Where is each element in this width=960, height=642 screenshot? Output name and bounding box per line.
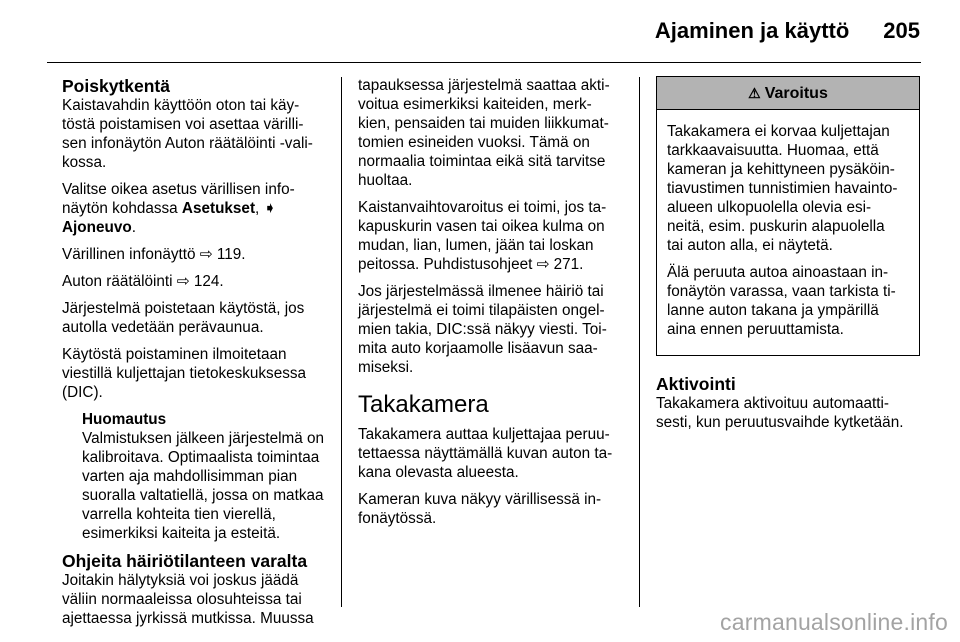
note-box <box>82 410 334 543</box>
column-1 <box>62 76 334 636</box>
menu-label-asetukset: Asetukset <box>181 200 256 217</box>
cross-reference: Auton räätälöinti ⇨ 124. <box>62 273 224 290</box>
page-title: Ajaminen ja käyttö <box>654 18 850 43</box>
cross-reference: Värillinen infonäyttö ⇨ 119. <box>62 246 246 263</box>
warning-box <box>656 76 920 356</box>
section-heading-poiskytkenta: Poiskytkentä <box>62 76 170 96</box>
section-heading-ohjeita: Ohjeita häiriötilanteen varalta <box>62 551 308 571</box>
paragraph: tapauksessa järjestelmä saattaa akti- voitua esimerkiksi kaiteiden, merk- kien, pensaiden tai muiden liikkumat- tomien esineiden vuoksi. Tämä on normaalia toimintaa eikä sitä tarvitse huoltaa. <box>358 77 610 189</box>
paragraph: Kaistavahdin käyttöön oton tai käy- töstä poistamisen voi asettaa värilli- sen infonäytön Auton räätälöinti -vali- kossa. <box>62 97 313 171</box>
paragraph: Järjestelmä poistetaan käytöstä, jos autolla vedetään perävaunua. <box>62 300 305 336</box>
section-heading-takakamera: Takakamera <box>358 391 489 418</box>
paragraph: Takakamera auttaa kuljettajaa peruu- tettaessa näyttämällä kuvan auton ta- kana olevasta alueesta. <box>358 426 613 481</box>
paragraph: Joitakin hälytyksiä voi joskus jäädä väliin normaaleissa olosuhteissa tai ajettaessa jyrkissä mutkissa. Muussa <box>62 572 314 627</box>
column-2 <box>358 76 636 536</box>
paragraph: Kameran kuva näkyy värillisessä in- fonäytössä. <box>358 491 602 527</box>
column-divider-2 <box>639 77 640 607</box>
page-header <box>655 16 920 46</box>
column-divider-1 <box>341 77 342 607</box>
warning-triangle-icon: ⚠ <box>748 84 761 101</box>
text: . <box>131 219 136 236</box>
text: Valitse oikea asetus värillisen info- näytön kohdassa <box>62 181 295 217</box>
paragraph: Jos järjestelmässä ilmenee häiriö tai järjestelmä ei toimi tilapäisten ongel- mien takia, DIC:ssä näkyy viesti. Toi- mita auto korjaamolle lisäavun saa- miseksi. <box>358 283 607 376</box>
note-text: Valmistuksen jälkeen järjestelmä on kalibroitava. Optimaalista toimintaa varten aja mahdollisimman pian suoralla valtatiellä, jossa on matkaa varrella kohteita tien vierellä, esimerkiksi kaiteita ja esteitä. <box>82 430 325 542</box>
note-title: Huomautus <box>82 411 167 428</box>
warning-paragraph: Älä peruuta autoa ainoastaan in- fonäytön varassa, vaan tarkista ti- lanne auton takana ja ympärillä aina ennen peruuttamista. <box>667 264 896 338</box>
warning-header <box>657 77 919 110</box>
section-heading-aktivointi: Aktivointi <box>656 374 736 394</box>
warning-body <box>657 110 919 355</box>
arrow-separator: , ➧ <box>255 200 277 217</box>
paragraph-settings-path <box>62 180 334 237</box>
paragraph: Takakamera aktivoituu automaatti- sesti, kun peruutusvaihde kytketään. <box>656 395 904 431</box>
page-number: 205 <box>883 18 920 43</box>
watermark: carmanualsonline.info <box>720 609 948 635</box>
paragraph: Kaistanvaihtovaroitus ei toimi, jos ta- kapuskurin vasen tai oikea kulma on mudan, lian, lumen, jään tai loskan peitossa. Puhdistusohjeet ⇨ 271. <box>358 199 607 273</box>
warning-title: Varoitus <box>764 84 828 102</box>
paragraph: Käytöstä poistaminen ilmoitetaan viestillä kuljettajan tietokeskuksessa (DIC). <box>62 346 307 401</box>
header-rule <box>47 62 921 63</box>
warning-paragraph: Takakamera ei korvaa kuljettajan tarkkaavaisuutta. Huomaa, että kameran ja kehittyneen pysäköin- tiavustimen tunnistimien havainto- alueen ulkopuolella olevia esi- neitä, esim. puskurin alapuolella tai auton alla, ei näytetä. <box>667 123 898 254</box>
column-3 <box>656 76 920 440</box>
menu-label-ajoneuvo: Ajoneuvo <box>62 219 132 236</box>
